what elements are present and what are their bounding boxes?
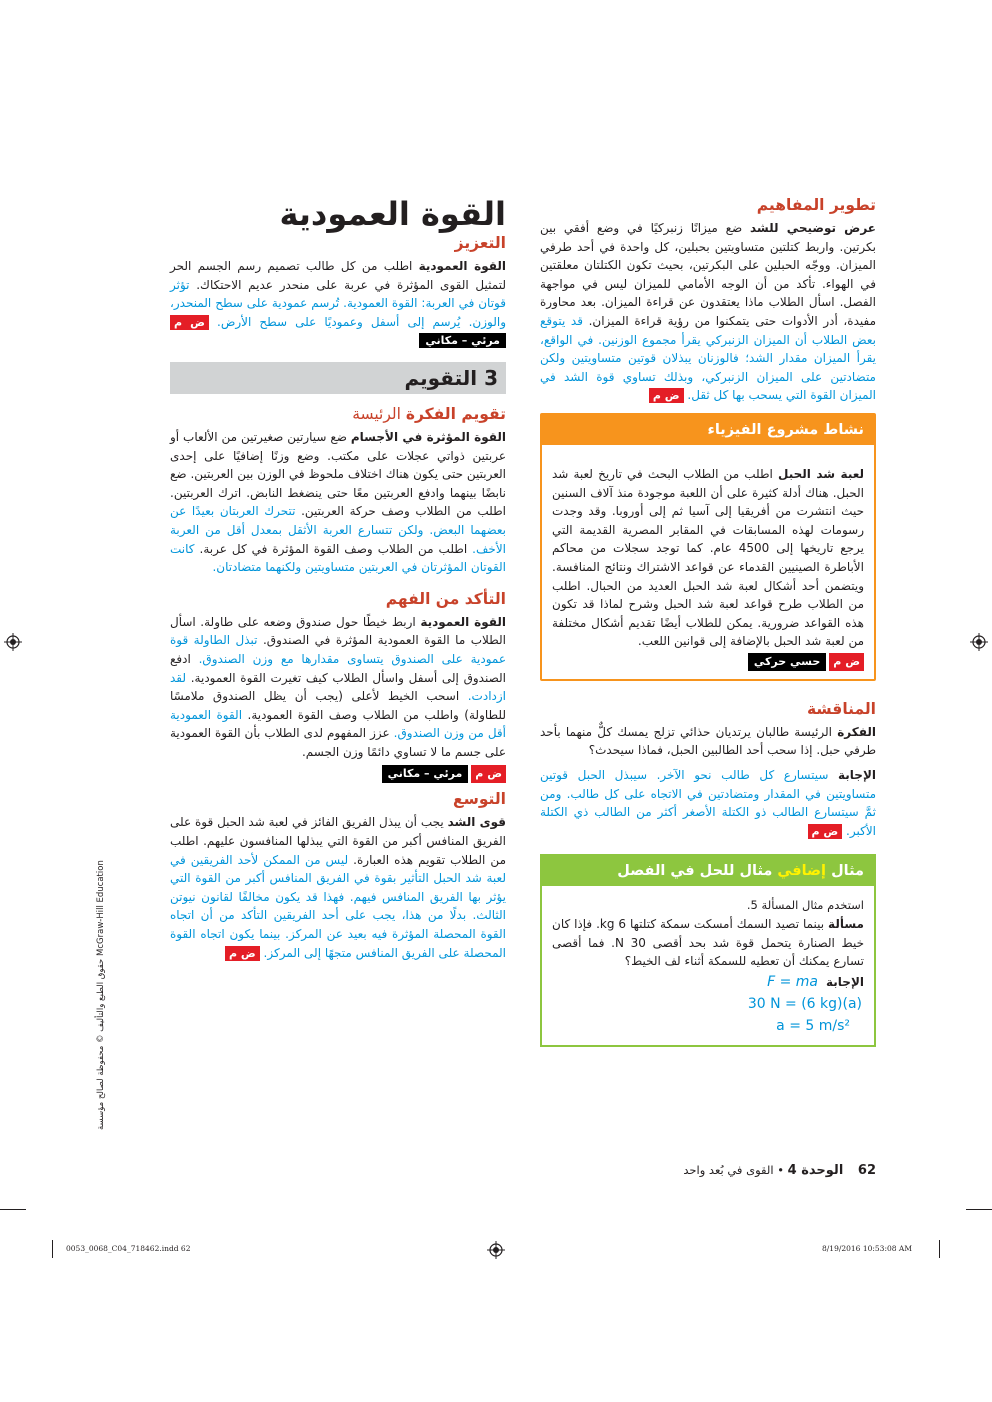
concept-development-heading: تطوير المفاهيم bbox=[756, 196, 876, 214]
discussion-heading: المناقشة bbox=[807, 699, 876, 718]
copyright-credit: حقوق الطبع والتأليف © محفوظة لصالح مؤسسة McGraw-Hill Education bbox=[96, 860, 106, 1130]
check-understanding-heading: التأكد من الفهم bbox=[385, 589, 506, 608]
chapter-title: القوى في بُعد واحد bbox=[683, 1163, 774, 1177]
unit-label: الوحدة 4 bbox=[787, 1163, 844, 1178]
file-slug: 0053_0068_C04_718462.indd 62 bbox=[66, 1244, 191, 1253]
assessment-bar-label: 3 التقويم bbox=[404, 365, 498, 390]
registration-mark-icon bbox=[4, 633, 22, 651]
example-intro: استخدم مثال المسألة 5. bbox=[746, 898, 864, 913]
tag-badge: ض م bbox=[649, 388, 684, 403]
learning-style-badge: مرئي – مكاني bbox=[419, 333, 506, 348]
tag-badge: ض م bbox=[170, 315, 209, 330]
left-column bbox=[170, 195, 506, 962]
crop-mark bbox=[939, 1240, 940, 1258]
tag-row bbox=[170, 765, 506, 783]
key-concept-assessment-heading: تقويم الفكرة الرئيسة bbox=[352, 404, 506, 423]
check-understanding-text: القوة العمودية اربط خيطًا حول صندوق وضعه على طاولة. اسأل الطلاب ما القوة العمودية المؤثرة في الصندوق. تبذل الطاولة قوة عمودية على الصندوق يتساوى مقدارها مع وزن الصندوق. ادفع الصندوق إلى أسفل واسأل الطلاب كيف تغيرت القوة العمودية. لقد ازدادت. اسحب الخيط لأعلى (يجب أن يظل الصندوق ملامسًا للطاولة) واطلب من الطلاب وصف القوة العمودية. القوة العمودية أقل من وزن الصندوق. عزز المفهوم لدى الطلاب بأن القوة العمودية على جسم ما لا تساوي دائمًا وزن الجسم. bbox=[170, 614, 507, 759]
equation-line: a = 5 m/s² bbox=[776, 1017, 850, 1034]
reinforcement-heading: التعزيز bbox=[454, 234, 506, 252]
tag-row bbox=[552, 653, 864, 671]
discussion-answer: الإجابة سيتسارع كل طالب نحو الآخر. سيبذل الحبل قوتين متساويتين في المقدار ومتضادتين في الاتجاه على كل طالب. ومن ثمَّ سيتسارع الطالب ذو الكتلة الأصغر أكثر من الطالب ذي الكتلة الأكبر. ض م bbox=[540, 768, 876, 838]
date-slug: 8/19/2016 10:53:08 AM bbox=[822, 1244, 913, 1253]
physics-project-box bbox=[540, 413, 876, 681]
right-column bbox=[540, 195, 876, 1047]
physics-project-header: نشاط مشروع الفيزياء bbox=[542, 415, 874, 445]
registration-mark-icon bbox=[970, 633, 988, 651]
crop-mark bbox=[0, 1209, 26, 1210]
extension-heading: التوسع bbox=[452, 790, 506, 809]
discussion-text: الفكرة الرئيسة طالبان يرتديان حذائي تزلج يمسك كلٌّ منهما بأحد طرفي حبل. إذا سحب أحد الطالبين الحبل، فماذا سيحدث؟ bbox=[540, 724, 876, 758]
tag-badge: ض م bbox=[808, 824, 843, 839]
equation-line: F = ma bbox=[767, 973, 818, 990]
example-problem-box bbox=[540, 854, 876, 1046]
example-question: مسألة بينما تصيد السمك أمسكت سمكة كتلتها 6 kg. فإذا كان خيط الصنارة يتحمل قوة شد بحد أقصى 30 N. فما أقصى تسارع يمكنك أن تعطيه للسمكة أثناء لف الخيط؟ bbox=[552, 917, 864, 969]
reinforcement-text: القوة العمودية اطلب من كل طالب تصميم رسم الجسم الحر لتمثيل القوى المؤثرة في عربة على منحدر عديم الاحتكاك. تؤثر قوتان في العربة: القوة العمودية. تُرسم عمودية على سطح المنحدر، والوزن. يُرسم إلى أسفل وعموديًا على سطح الأرض. ض م مرئي – مكاني bbox=[170, 259, 506, 348]
page-footer bbox=[600, 1163, 876, 1178]
crop-mark bbox=[52, 1240, 53, 1258]
extension-text: قوى الشد يجب أن يبذل الفريق الفائز في لعبة شد الحبل قوة على الفريق المنافس أكبر من القوة التي يبذلها المنافسون عليهم. اطلب من الطلاب تقويم هذه العبارة. ليس من الممكن لأحد الفريقين في لعبة شد الحبل التأثير بقوة في الفريق المنافس أكبر من القوة التي يؤثر بها الفريق المنافس فيهم. فهذا قد يكون مخالفًا لقانون نيوتن الثالث. بدلًا من هذا، يجب على أحد الفريقين التأكد من أن اتجاه القوة المحصلة المؤثرة فيه بعيد عن المركز. بينما يكون اتجاه القوة المحصلة على الفريق المنافس متجهًا إلى المركز. ض م bbox=[170, 815, 506, 960]
assessment-text: القوة المؤثرة في الأجسام ضع سيارتين صغيرتين من الألعاب أو عربتين ذواتي عجلات على مكتب. وضع وزنًا إضافيًا على إحدى العربتين حتى يكون هناك اختلاف ملحوظ في الوزن بين العربتين. ضع نابضًا بينهما وادفع العربتين معًا حتى ينضغط النابض. اترك العربتين. اطلب من الطلاب وصف حركة العربتين. تتحرك العربتان بعيدًا عن بعضهما البعض. ولكن تتسارع العربة الأثقل بمعدل أقل من العربة الأخف. اطلب من الطلاب وصف القوة المؤثرة في كل عربة. كانت القوتان المؤثرتان في العربتين متساويتين ولكنهما متضادتان. bbox=[170, 429, 507, 575]
learning-style-badge: مرئي – مكاني bbox=[382, 765, 469, 783]
equation-line: 30 N = (6 kg)(a) bbox=[747, 995, 862, 1012]
assessment-bar bbox=[170, 362, 506, 394]
tag-badge: ض م bbox=[829, 653, 864, 671]
tag-badge: ض م bbox=[225, 946, 260, 961]
concept-demo-answer: قد يتوقع بعض الطلاب أن الميزان الزنبركي يقرأ مجموع الوزنين. في الواقع، يقرأ الميزان مقدار الشد؛ فالوزنان يبذلان قوتين متساويتين ولكن متضادتين على الميزان الزنبركي، وبذلك تساوي قوة الشد في الميزان القوة التي يسحب بها كل ثقل. bbox=[540, 313, 876, 403]
physics-project-text: لعبة شد الحبل اطلب من الطلاب البحث في تاريخ لعبة شد الحبل. هناك أدلة كثيرة على أن اللعبة موجودة منذ آلاف السنين حيث انتشرت من أفريقيا إلى آسيا ثم إلى أوروبا. وقد وجدت رسومات لهذه المسابقات في المقابر المصرية القديمة التي يرجع تاريخها إلى 4500 عام. كما توجد سجلات من محاكم الأباطرة الصينيين القدماء عن قواعد الاشتراك ونتائج المنافسة. ويتضمن أحد أشكال لعبة شد الحبل العديد من الحبال. اطلب من الطلاب طرح قواعد لعبة شد الحبل وشرح لماذا قد تكون هذه القواعد ضرورية. يمكن للطلاب أيضًا تقديم أشكال مختلفة من لعبة شد الحبل بالإضافة إلى قوانين اللعب. bbox=[552, 466, 865, 649]
concept-demo-text: عرض توضيحي للشد ضع ميزانًا زنبركيًا في وضع أفقي بين بكرتين. واربط كتلتين متساويتين بحبلين، كل واحدة في أحد طرفي الميزان. ووجّه الحبلين على البكرتين، بحيث تكون الكتلتان معلقتين في الهواء. تأكد من أن الوجه الأمامي للميزان ليس في مواجهة الفصل. اسأل الطلاب ماذا يعتقدون عن قراءة الميزان. بعد محاورة مفيدة، أدر الأدوات حتى يتمكنوا من رؤية قراءة الميزان. قد يتوقع بعض الطلاب أن الميزان الزنبركي يقرأ مجموع الوزنين. في الواقع، يقرأ الميزان مقدار الشد؛ فالوزنان يبذلان قوتين متساويتين ولكن متضادتين على الميزان الزنبركي، وبذلك تساوي قوة الشد في الميزان القوة التي يسحب بها كل ثقل. ض م bbox=[540, 221, 876, 403]
crop-mark bbox=[966, 1209, 992, 1210]
example-answer-label: الإجابة bbox=[826, 974, 864, 989]
registration-mark-icon bbox=[487, 1241, 505, 1259]
page-title: القوة العمودية bbox=[279, 195, 506, 233]
tag-badge: ض م bbox=[471, 765, 506, 783]
footer-bullet: • bbox=[777, 1163, 784, 1177]
learning-style-badge: حسي حركي bbox=[748, 653, 826, 671]
page-number: 62 bbox=[857, 1163, 876, 1178]
example-problem-header: مثال إضافي مثال للحل في الفصل bbox=[542, 856, 874, 886]
